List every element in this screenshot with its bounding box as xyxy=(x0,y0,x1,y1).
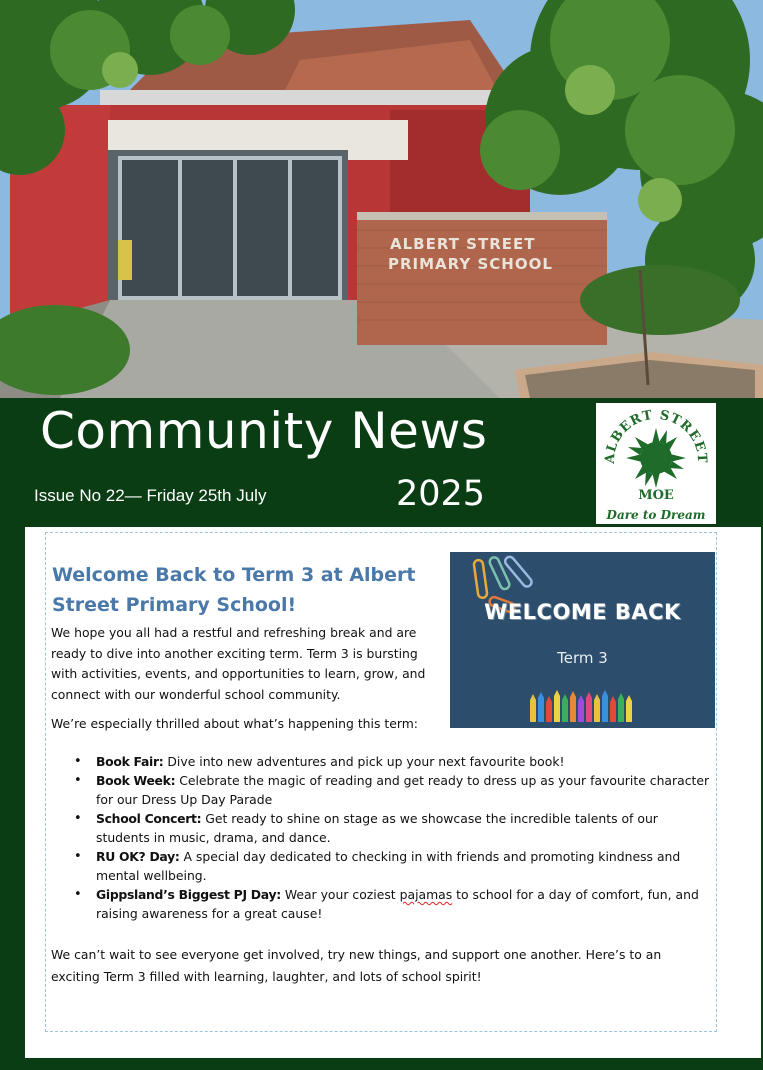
spellcheck-word: pajamas xyxy=(399,887,453,902)
event-text: Dive into new adventures and pick up your next favourite book! xyxy=(163,754,565,769)
list-item xyxy=(74,885,714,923)
newsletter-title: Community News xyxy=(40,402,488,460)
event-text: Get ready to shine on stage as we showcase the incredible talents of our students in music, drama, and dance. xyxy=(96,811,658,845)
event-text: Wear your coziest xyxy=(280,887,400,902)
logo-bottom-text: MOE xyxy=(638,488,674,503)
event-text: Celebrate the magic of reading and get ready to dress up as your favourite character for our Dress Up Day Parade xyxy=(96,773,710,807)
list-item xyxy=(74,752,714,771)
event-text-end: to school for a day of comfort, fun, and raising awareness for a great cause! xyxy=(96,887,699,921)
event-label: School Concert: xyxy=(96,811,202,826)
pencils-icon xyxy=(530,690,632,722)
issue-year: 2025 xyxy=(396,474,486,514)
school-entrance-photo xyxy=(0,0,763,398)
sign-line-1: ALBERT STREET xyxy=(390,235,536,253)
events-list xyxy=(74,752,714,923)
sun-emblem-icon xyxy=(626,428,686,488)
list-item xyxy=(74,809,714,847)
closing-paragraph: We can’t wait to see everyone get involved, try new things, and support one another. Here’s to an exciting Term 3 filled with learning, laughter, and lots of school spirit! xyxy=(51,947,662,984)
logo-top-text: ALBERT STREET xyxy=(602,407,710,465)
issue-line: Issue No 22— Friday 25th July xyxy=(34,486,267,505)
event-text: A special day dedicated to checking in with friends and promoting kindness and mental wellbeing. xyxy=(96,849,681,883)
list-item xyxy=(74,847,714,885)
welcome-back-image xyxy=(450,552,715,728)
event-label: RU OK? Day: xyxy=(96,849,180,864)
event-label: Book Week: xyxy=(96,773,176,788)
article-lead: We’re especially thrilled about what’s happening this term: xyxy=(51,716,418,731)
event-label: Gippsland’s Biggest PJ Day: xyxy=(96,887,281,902)
sign-line-2: PRIMARY SCHOOL xyxy=(388,255,553,273)
event-label: Book Fair: xyxy=(96,754,164,769)
list-item xyxy=(74,771,714,809)
school-logo xyxy=(596,403,716,524)
welcome-back-subtitle: Term 3 xyxy=(557,649,608,667)
article-heading: Welcome Back to Term 3 at Albert Street Primary School! xyxy=(52,564,416,616)
logo-motto: Dare to Dream xyxy=(606,508,706,522)
article-intro: We hope you all had a restful and refreshing break and are ready to dive into another exciting term. Term 3 is bursting with activities, events, and opportunities to learn, grow, and connect with our wonderful school community. xyxy=(51,625,426,702)
welcome-back-title: WELCOME BACK xyxy=(484,600,681,624)
